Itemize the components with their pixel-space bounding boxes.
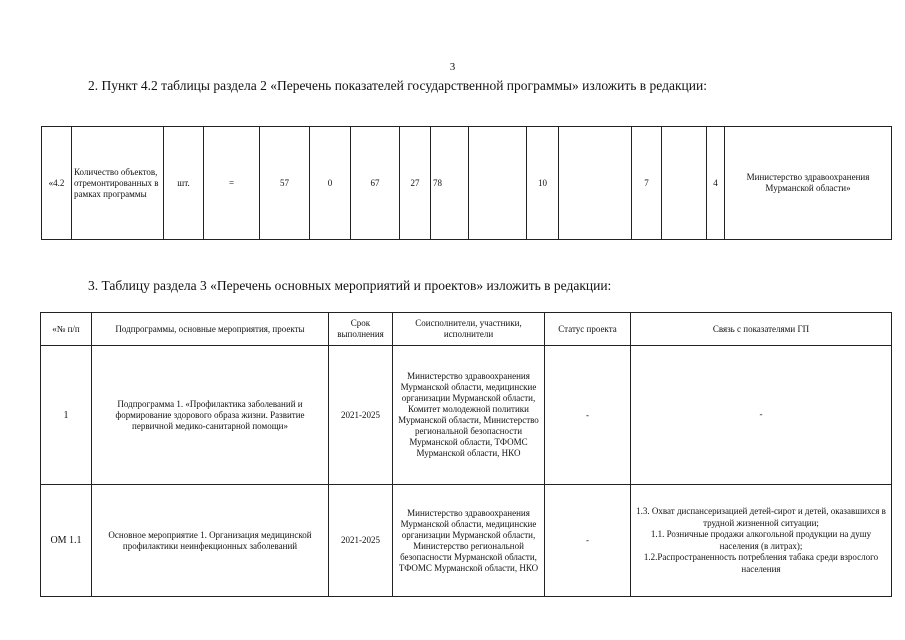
header-num: «№ п/п — [41, 313, 92, 346]
row-executors: Министерство здравоохранения Мурманской области, медицинские организации Мурманской области, Комитет молодежной политики Мурманской области, Министерство региональной безопасности Мурманской области, ТФОМС Мурманской области, НКО — [393, 346, 545, 485]
row-name: Основное мероприятие 1. Организация медицинской профилактики неинфекционных заболеваний — [92, 485, 329, 597]
indicator-value: 0 — [310, 127, 351, 240]
row-term: 2021-2025 — [329, 346, 393, 485]
row-num: 1 — [41, 346, 92, 485]
header-term: Срок выполнения — [329, 313, 393, 346]
indicator-value — [469, 127, 527, 240]
indicator-unit: шт. — [164, 127, 204, 240]
header-status: Статус проекта — [545, 313, 631, 346]
section-2-heading: 2. Пункт 4.2 таблицы раздела 2 «Перечень показателей государственной программы» изложить в редакции: — [88, 78, 707, 93]
indicator-code: «4.2 — [42, 127, 72, 240]
table-row — [41, 346, 892, 485]
indicator-value: 57 — [260, 127, 310, 240]
indicator-sign: = — [204, 127, 260, 240]
header-name: Подпрограммы, основные мероприятия, проекты — [92, 313, 329, 346]
row-num: ОМ 1.1 — [41, 485, 92, 597]
header-executors: Соисполнители, участники, исполнители — [393, 313, 545, 346]
row-indicators — [631, 485, 892, 597]
indicator-value: 7 — [632, 127, 662, 240]
row-status: - — [545, 346, 631, 485]
row-indicators — [631, 346, 892, 485]
section-3-heading: 3. Таблицу раздела 3 «Перечень основных мероприятий и проектов» изложить в редакции: — [88, 278, 612, 293]
events-header-row — [41, 313, 892, 346]
row-executors: Министерство здравоохранения Мурманской области, медицинские организации Мурманской области, Министерство региональной безопасности Мурманской области, ТФОМС Мурманской области, НКО — [393, 485, 545, 597]
indicator-link: 1.3. Охват диспансеризацией детей-сирот и детей, оказавшихся в трудной жизненной ситуации; — [636, 506, 886, 528]
indicator-value: 10 — [527, 127, 559, 240]
indicator-value: 67 — [351, 127, 400, 240]
indicator-value — [559, 127, 632, 240]
events-table — [40, 312, 892, 597]
table-row — [41, 485, 892, 597]
indicator-responsible: Министерство здравоохранения Мурманской области» — [725, 127, 892, 240]
indicator-link: 1.2.Распространенность потребления табака среди взрослого населения — [643, 552, 879, 574]
indicator-value: 78 — [431, 127, 469, 240]
indicator-value: 27 — [400, 127, 431, 240]
indicator-row — [42, 127, 892, 240]
indicator-link: 1.1. Розничные продажи алкогольной продукции на душу населения (в литрах); — [650, 529, 872, 551]
page-number: 3 — [449, 61, 456, 73]
row-name: Подпрограмма 1. «Профилактика заболеваний и формирование здорового образа жизни. Развитие первичной медико-санитарной помощи» — [92, 346, 329, 485]
indicator-value: 4 — [707, 127, 725, 240]
indicator-name: Количество объектов, отремонтированных в рамках программы — [72, 127, 164, 240]
indicator-table — [41, 126, 892, 240]
indicator-value — [662, 127, 707, 240]
header-indicators: Связь с показателями ГП — [631, 313, 892, 346]
row-term: 2021-2025 — [329, 485, 393, 597]
indicator-link: - — [759, 409, 763, 420]
row-status: - — [545, 485, 631, 597]
